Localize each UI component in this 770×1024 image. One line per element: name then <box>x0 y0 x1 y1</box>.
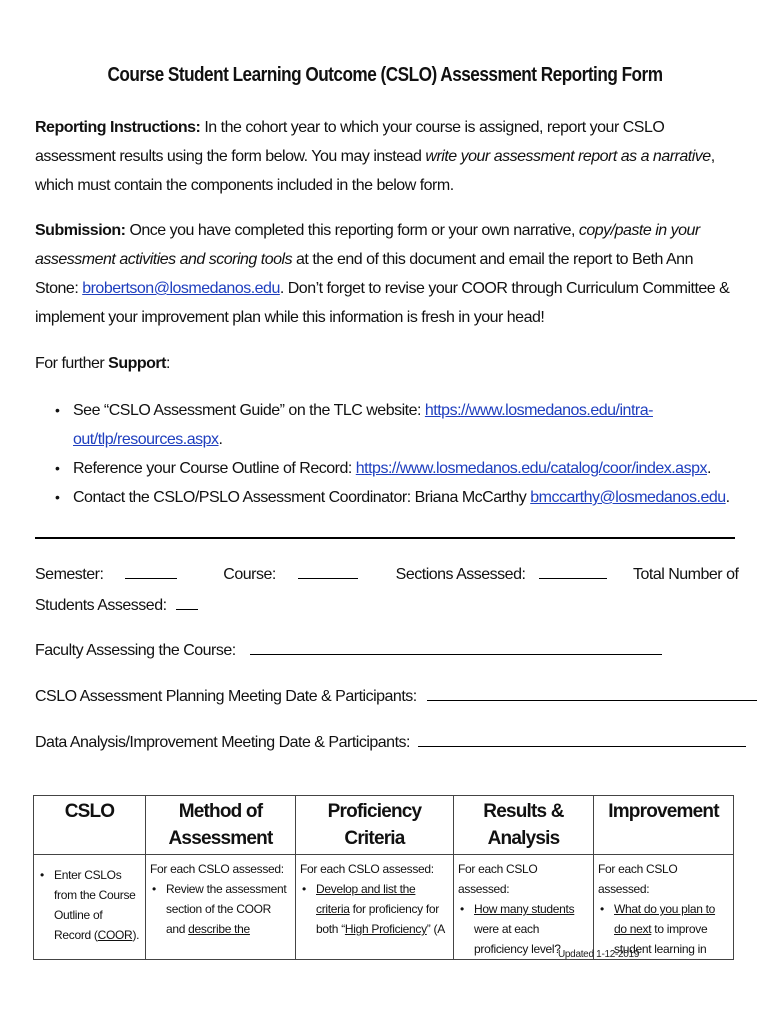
instructions-text-1: In the cohort year to which your course is assigned, report your CSLO assessment results using the form below. You may instead <box>35 119 665 165</box>
cell-improvement[interactable] <box>594 855 734 960</box>
support-item-tail: . <box>706 460 711 477</box>
faculty-field[interactable] <box>250 639 662 655</box>
coor-underline: COOR <box>97 928 133 942</box>
support-heading <box>35 349 735 378</box>
students-field[interactable] <box>176 594 198 610</box>
improvement-lead: For each CSLO assessed: <box>598 862 678 896</box>
planning-field[interactable] <box>427 685 757 701</box>
support-item-coor <box>55 454 735 483</box>
support-item-text: Reference your Course Outline of Record: <box>73 460 356 477</box>
proficiency-text-1: for proficiency for both “ <box>316 902 439 936</box>
support-suffix: : <box>165 355 170 372</box>
results-text: were at each proficiency level? <box>474 922 561 956</box>
method-lead: For each CSLO assessed: <box>150 862 284 876</box>
semester-label: Semester: <box>35 566 104 583</box>
analysis-row <box>35 731 746 752</box>
tlc-resources-link[interactable]: https://www.losmedanos.edu/intra-out/tlp/resources.aspx <box>73 402 653 448</box>
proficiency-text-2: ” (A <box>426 922 445 936</box>
section-divider <box>35 537 735 539</box>
results-underline: How many students <box>474 902 575 916</box>
header-results: Results & Analysis <box>454 796 594 855</box>
course-field[interactable] <box>298 563 358 579</box>
analysis-label: Data Analysis/Improvement Meeting Date & Participants: <box>35 734 410 751</box>
proficiency-underline-1: Develop and list the criteria <box>316 882 416 916</box>
submission-label: Submission: <box>35 222 126 239</box>
header-method: Method of Assessment <box>146 796 296 855</box>
cell-cslo[interactable] <box>34 855 146 960</box>
submission-italic: copy/paste in your assessment activities and scoring tools <box>35 222 700 268</box>
method-text: Review the assessment section of the COOR and <box>166 882 287 936</box>
method-underline: describe the <box>188 922 250 936</box>
support-bold: Support <box>108 355 166 372</box>
students-label: Students Assessed: <box>35 597 167 614</box>
support-item-tail: . <box>218 431 223 448</box>
semester-field[interactable] <box>125 563 177 579</box>
faculty-label: Faculty Assessing the Course: <box>35 642 236 659</box>
cell-results[interactable] <box>454 855 594 960</box>
coordinator-email-link[interactable]: bmccarthy@losmedanos.edu <box>530 489 726 506</box>
sections-label: Sections Assessed: <box>395 566 526 583</box>
instructions-label: Reporting Instructions: <box>35 119 201 136</box>
proficiency-underline-2: High Proficiency <box>344 922 427 936</box>
instructions-italic: write your assessment report as a narrative <box>425 148 711 165</box>
cslo-table <box>33 795 734 960</box>
improvement-text: to improve student learning in <box>614 922 708 956</box>
support-item-text: Contact the CSLO/PSLO Assessment Coordinator: Briana McCarthy <box>73 489 531 506</box>
reporting-instructions <box>35 113 735 200</box>
planning-row <box>35 685 757 706</box>
header-cslo: CSLO <box>34 796 146 855</box>
results-lead: For each CSLO assessed: <box>458 862 538 896</box>
proficiency-lead: For each CSLO assessed: <box>300 862 434 876</box>
cslo-instruction <box>38 865 141 945</box>
cell-method[interactable] <box>146 855 296 960</box>
cell-proficiency[interactable] <box>296 855 454 960</box>
instructions-text-2: , which must contain the components included in the below form. <box>35 148 715 194</box>
support-list <box>55 396 735 512</box>
table-row <box>34 855 734 960</box>
submission-text-1: Once you have completed this reporting form or your own narrative, <box>125 222 579 239</box>
total-label: Total Number of <box>632 566 739 583</box>
table-header-row <box>34 796 734 855</box>
support-item-text: See “CSLO Assessment Guide” on the TLC website: <box>73 402 425 419</box>
support-item-tail: . <box>725 489 730 506</box>
submission-paragraph <box>35 216 735 332</box>
faculty-row <box>35 639 662 660</box>
page-title: Course Student Learning Outcome (CSLO) Assessment Reporting Form <box>107 64 663 86</box>
support-prefix: For further <box>35 355 109 372</box>
course-label: Course: <box>223 566 276 583</box>
students-row <box>35 594 198 615</box>
header-improvement: Improvement <box>594 796 734 855</box>
proficiency-instruction <box>300 879 449 939</box>
planning-label: CSLO Assessment Planning Meeting Date & Participants: <box>35 688 417 705</box>
cslo-text: Enter CSLOs from the Course Outline of Record ( <box>54 868 136 942</box>
updated-date: Updated 1-12-2019 <box>558 949 640 960</box>
support-item-contact <box>55 483 735 512</box>
sections-field[interactable] <box>539 563 607 579</box>
course-info-row <box>35 563 738 584</box>
coor-catalog-link[interactable]: https://www.losmedanos.edu/catalog/coor/index.aspx <box>355 460 707 477</box>
submission-text-3: . Don’t forget to revise your COOR through Curriculum Committee & implement your improvement plan while this information is fresh in your head! <box>35 280 730 326</box>
support-item-guide <box>55 396 735 454</box>
submission-email-link[interactable]: brobertson@losmedanos.edu <box>82 280 280 297</box>
cslo-text-end: ). <box>132 928 140 942</box>
improvement-underline: What do you plan to do next <box>614 902 716 936</box>
submission-text-2: at the end of this document and email the report to Beth Ann Stone: <box>35 251 693 297</box>
analysis-field[interactable] <box>418 731 746 747</box>
method-instruction <box>150 879 291 939</box>
header-proficiency: Proficiency Criteria <box>296 796 454 855</box>
